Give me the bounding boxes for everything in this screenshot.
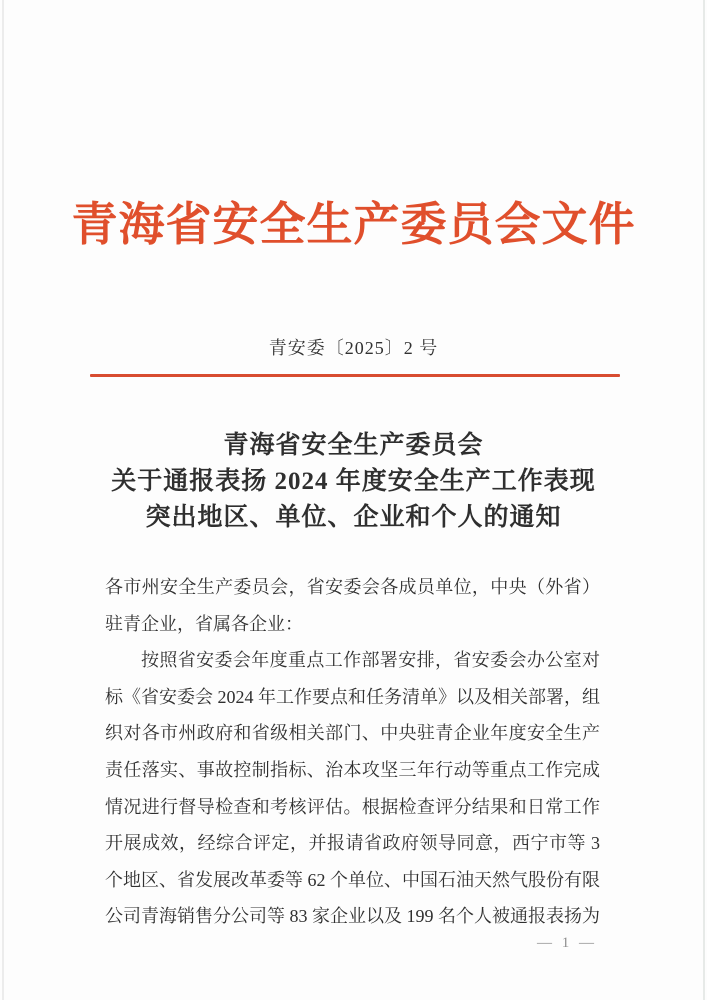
body-line: 标《省安委会 2024 年工作要点和任务清单》以及相关部署，组 bbox=[105, 686, 600, 707]
document-subject-title bbox=[0, 428, 707, 536]
body-line: 开展成效，经综合评定，并报请省政府领导同意，西宁市等 3 bbox=[105, 833, 600, 854]
body-line: 公司青海销售分公司等 83 家企业以及 199 名个人被通报表扬为 bbox=[105, 906, 600, 927]
body-line: 各市州安全生产委员会，省安委会各成员单位，中央（外省） bbox=[105, 577, 600, 597]
body-line: 责任落实、事故控制指标、治本攻坚三年行动等重点工作完成 bbox=[105, 759, 600, 780]
subject-line: 关于通报表扬 2024 年度安全生产工作表现 bbox=[111, 468, 596, 495]
subject-line: 青海省安全生产委员会 bbox=[223, 432, 484, 459]
body-line: 情况进行督导检查和考核评估。根据检查评分结果和日常工作 bbox=[105, 796, 600, 817]
document-number: 青安委〔2025〕2 号 bbox=[268, 338, 439, 358]
page-number: — 1 — bbox=[537, 935, 597, 951]
body-line: 驻青企业，省属各企业： bbox=[105, 613, 303, 634]
document-body bbox=[105, 569, 600, 935]
body-line: 个地区、省发展改革委等 62 个单位、中国石油天然气股份有限 bbox=[105, 869, 600, 890]
body-line: 织对各市州政府和省级相关部门、中央驻青企业年度安全生产 bbox=[105, 723, 600, 744]
agency-header-title: 青海省安全生产委员会文件 bbox=[71, 199, 636, 250]
body-line: 按照省安委会年度重点工作部署安排，省安委会办公室对 bbox=[141, 650, 600, 671]
red-divider-rule bbox=[90, 374, 620, 377]
subject-line: 突出地区、单位、企业和个人的通知 bbox=[145, 504, 562, 531]
